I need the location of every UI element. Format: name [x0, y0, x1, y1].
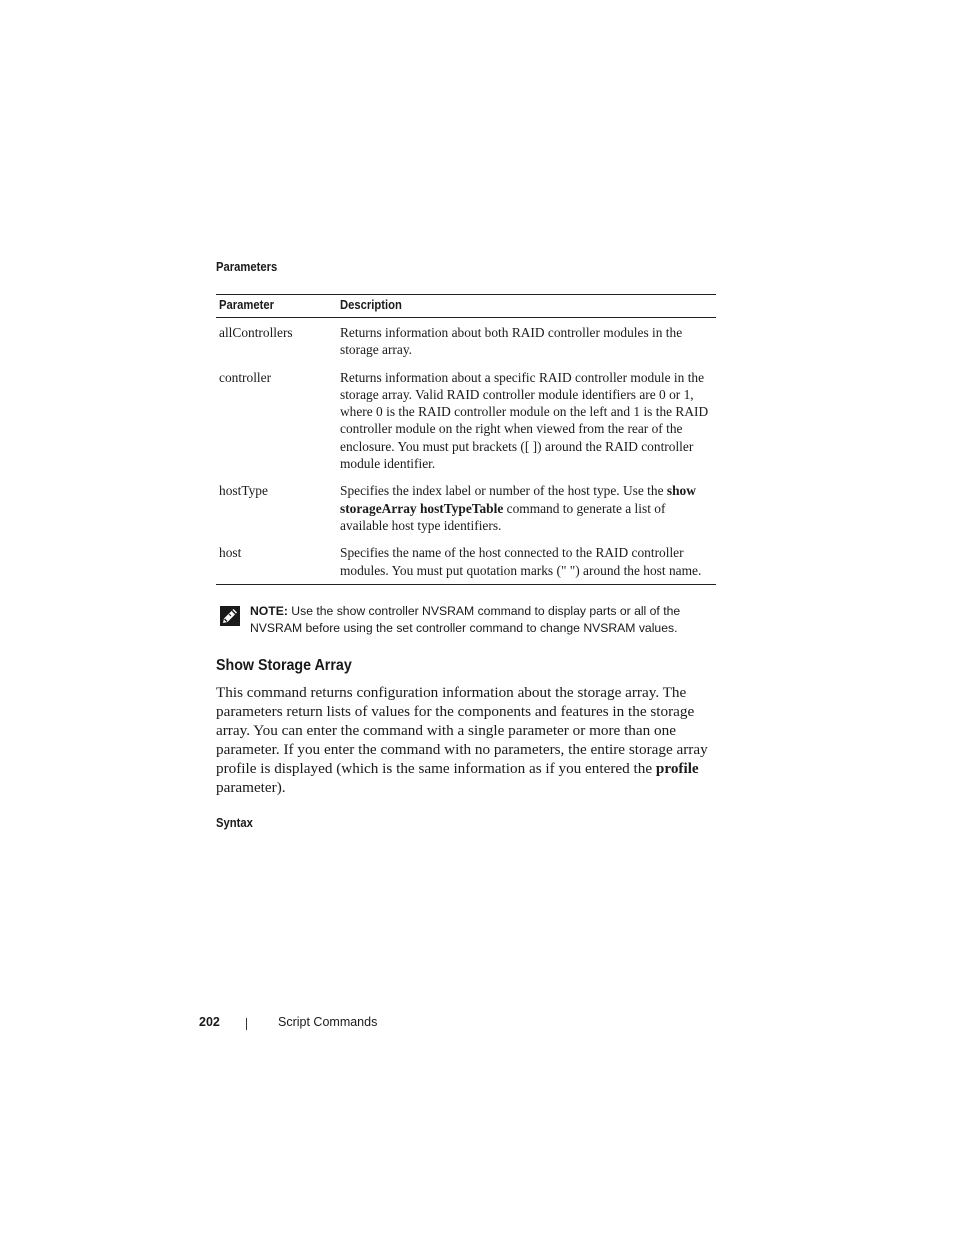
table-row	[216, 538, 716, 584]
note-box	[216, 603, 716, 637]
command-text: profile	[655, 759, 699, 777]
page-number: 202	[199, 1015, 220, 1029]
param-name: hostType	[219, 483, 268, 499]
parameters-heading: Parameters	[216, 260, 278, 274]
table-header-row	[216, 295, 716, 318]
param-description: Specifies the index label or number of the host type. Use the show storageArray hostTypeTable command to generate a list of available host type identifiers.	[340, 483, 696, 533]
table-row	[216, 318, 716, 363]
param-name: controller	[219, 369, 272, 385]
command-text: set controller	[396, 621, 467, 635]
table-row	[216, 476, 716, 538]
table-row	[216, 363, 716, 477]
note-label: NOTE:	[250, 604, 288, 618]
column-header-parameter: Parameter	[216, 295, 337, 318]
parameters-table	[216, 294, 716, 585]
body-paragraph: This command returns configuration information about the storage array. The parameters return lists of values for the components and features in the storage array. You can enter the command with a single parameter or more than one parameter. If you enter the command with no parameters, the entire storage array profile is displayed (which is the same information as if you entered the profile parameter).	[216, 684, 708, 796]
section-title: Show Storage Array	[216, 657, 352, 674]
param-name: host	[219, 545, 242, 561]
footer-title: Script Commands	[278, 1015, 378, 1029]
param-description: Specifies the name of the host connected to the RAID controller modules. You must put quotation marks (" ") around the host name.	[340, 545, 702, 578]
pencil-note-icon	[219, 605, 241, 627]
param-name: allControllers	[219, 325, 293, 340]
column-header-description: Description	[337, 295, 716, 318]
command-text: show controller NVSRAM	[336, 604, 475, 618]
note-text: NOTE: Use the show controller NVSRAM command to display parts or all of the NVSRAM before using the set controller command to change NVSRAM values.	[250, 604, 681, 635]
param-description: Returns information about a specific RAID controller module in the storage array. Valid RAID controller module identifiers are 0 or 1, where 0 is the RAID controller module on the left and 1 is the RAID controller module on the right when viewed from the rear of the enclosure. You must put brackets ([ ]) around the RAID controller module identifier.	[340, 369, 709, 472]
param-description: Returns information about both RAID controller modules in the storage array.	[340, 325, 683, 358]
footer-divider	[246, 1018, 247, 1030]
command-text: show storageArray hostTypeTable	[340, 483, 696, 516]
syntax-heading: Syntax	[216, 816, 253, 830]
